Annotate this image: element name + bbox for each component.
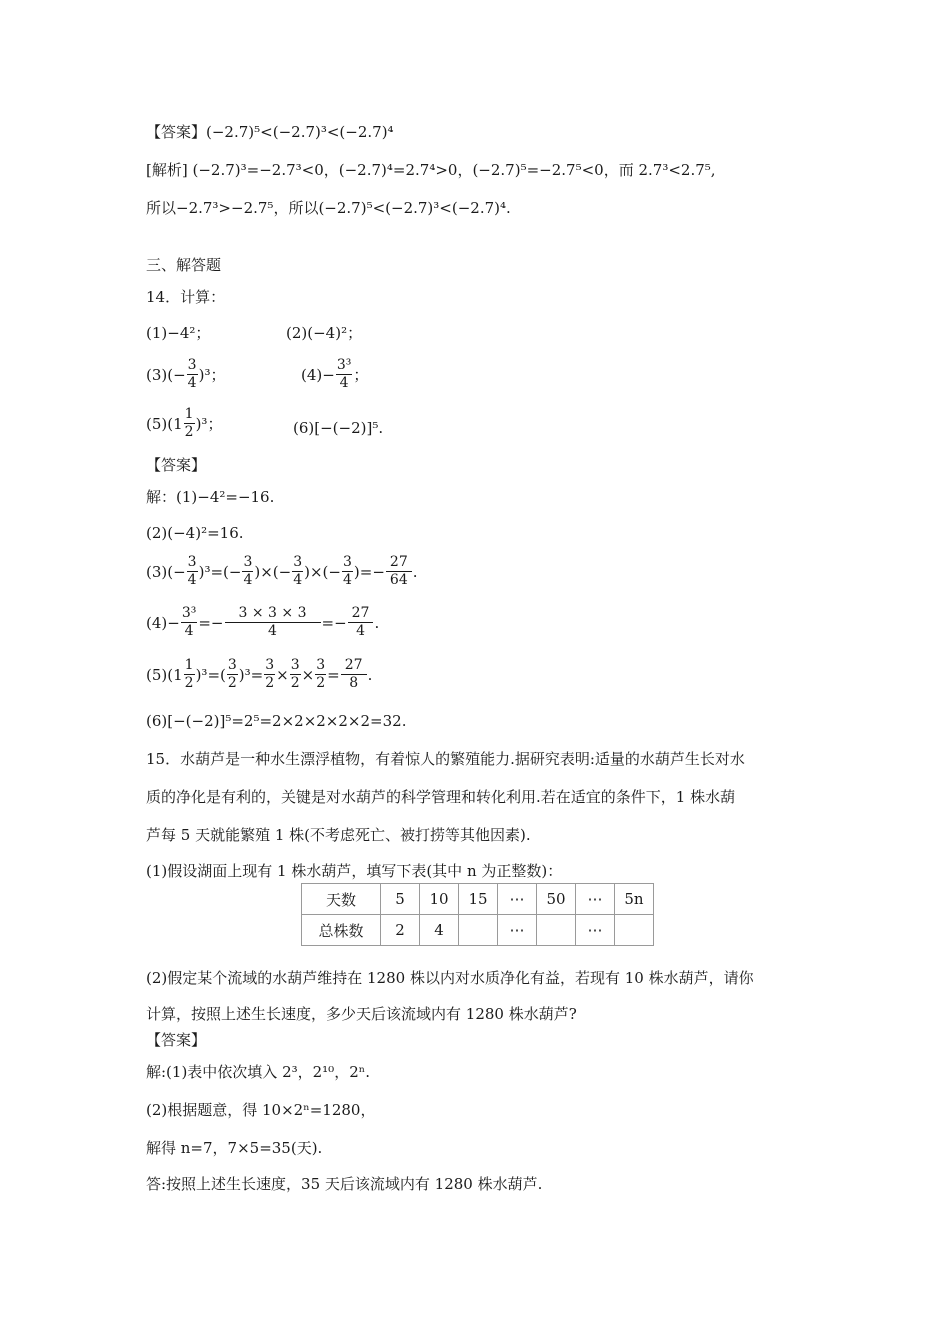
q15-stem-line3: 芦每 5 天就能繁殖 1 株(不考虑死亡、被打捞等其他因素).: [146, 826, 531, 844]
table-cell: 50: [537, 884, 576, 915]
fraction: $\frac{3}{4}$: [187, 357, 197, 391]
q15-a1: 解:(1)表中依次填入 2³，2¹⁰，2ⁿ.: [146, 1063, 370, 1081]
fraction: $\frac{27}{64}$: [386, 554, 412, 589]
table-cell: 天数: [302, 884, 381, 915]
fraction: $\frac{\text{3³}}{4}$: [181, 605, 197, 639]
q14-p6: (6)[−(−2)]⁵.: [293, 419, 384, 437]
q14-p3: (3)(− $\frac{3}{4}$ )³；: [146, 357, 226, 391]
q15-answer-tag: 【答案】: [146, 1031, 207, 1049]
table-cell: 总株数: [302, 915, 381, 946]
fraction: $\frac{3}{4}$: [293, 554, 303, 588]
q15-part2-line1: (2)假定某个流域的水葫芦维持在 1280 株以内对水质净化有益，若现有 10 株水葫芦，请你: [146, 969, 754, 987]
fraction: $\frac{3}{2}$: [265, 657, 275, 691]
table-cell: 2: [381, 915, 420, 946]
q15-a2: (2)根据题意，得 10×2ⁿ=1280，: [146, 1101, 376, 1119]
fraction: $\frac{27}{4}$: [348, 605, 374, 640]
table-cell: [537, 915, 576, 946]
answer-tag: 【答案】: [146, 123, 207, 141]
analysis-tag: [解析]: [146, 161, 188, 179]
section-title: 三、解答题: [146, 256, 222, 274]
table-cell: ⋯: [498, 915, 537, 946]
q14-p1: (1)−4²；: [146, 324, 211, 342]
fraction: $\frac{3}{4}$: [187, 554, 197, 588]
table-cell: [459, 915, 498, 946]
q14-p2: (2)(−4)²；: [286, 324, 363, 342]
q14-p4: (4)− $\frac{\text{3³}}{4}$ ；: [301, 357, 369, 391]
q15-a3: 解得 n=7，7×5=35(天).: [146, 1139, 323, 1157]
q15-stem-line1: 15．水葫芦是一种水生漂浮植物，有着惊人的繁殖能力.据研究表明:适量的水葫芦生长对水: [146, 750, 745, 768]
q14-p5: (5)(1 $\frac{1}{2}$ )³；: [146, 406, 223, 440]
fraction: $\frac{1}{2}$: [184, 657, 194, 691]
table-cell: ⋯: [498, 884, 537, 915]
q14-s6: (6)[−(−2)]⁵=2⁵=2×2×2×2×2=32.: [146, 712, 407, 730]
q14-s4: (4)− $\frac{\text{3³}}{4}$ =− $\frac{3 \times 3 \times 3}{4}$ =− $\frac{27}{4}$ .: [146, 605, 380, 639]
q13-analysis-line2: 所以−2.7³>−2.7⁵，所以(−2.7)⁵<(−2.7)³<(−2.7)⁴.: [146, 199, 511, 217]
fraction: $\frac{27}{8}$: [341, 657, 367, 692]
fraction: $\frac{\text{3³}}{4}$: [336, 357, 352, 391]
fraction: $\frac{1}{2}$: [184, 406, 194, 440]
analysis-text: (−2.7)³=−2.7³<0，(−2.7)⁴=2.7⁴>0，(−2.7)⁵=−2.7⁵<0，而 2.7³<2.7⁵,: [192, 161, 716, 179]
q14-s3: (3)(− $\frac{3}{4}$ )³=(− $\frac{3}{4}$ )×(− $\frac{3}{4}$ )×(− $\frac{3}{4}$ )=− $\frac{27}{64}$ .: [146, 554, 418, 588]
fraction: $\frac{3}{4}$: [243, 554, 253, 588]
growth-table: [301, 883, 654, 946]
q14-answer-tag: 【答案】: [146, 456, 207, 474]
q14-stem: 14．计算：: [146, 288, 226, 306]
q15-stem-line2: 质的净化是有利的，关键是对水葫芦的科学管理和转化利用.若在适宜的条件下，1 株水葫: [146, 788, 736, 806]
table-row: [302, 884, 654, 915]
q14-s5: (5)(1 $\frac{1}{2}$ )³=( $\frac{3}{2}$ )³= $\frac{3}{2}$ × $\frac{3}{2}$ × $\frac{3}{2}$ = $\frac{27}{8}$ .: [146, 657, 373, 691]
fraction: $\frac{3 \times 3 \times 3}{4}$: [225, 605, 321, 640]
fraction: $\frac{3}{2}$: [290, 657, 300, 691]
answer-text: (−2.7)⁵<(−2.7)³<(−2.7)⁴: [206, 123, 394, 141]
q14-s1: 解：(1)−4²=−16.: [146, 488, 275, 506]
fraction: $\frac{3}{4}$: [342, 554, 352, 588]
q13-answer: [146, 122, 394, 142]
table-cell: ⋯: [576, 915, 615, 946]
q15-part1: (1)假设湖面上现有 1 株水葫芦，填写下表(其中 n 为正整数)：: [146, 862, 563, 880]
table-cell: 4: [420, 915, 459, 946]
table-cell: 10: [420, 884, 459, 915]
table-cell: 15: [459, 884, 498, 915]
fraction: $\frac{3}{2}$: [316, 657, 326, 691]
table-cell: [615, 915, 654, 946]
table-cell: ⋯: [576, 884, 615, 915]
table-cell: 5: [381, 884, 420, 915]
q15-part2-line2: 计算，按照上述生长速度，多少天后该流域内有 1280 株水葫芦?: [146, 1005, 577, 1023]
table-row: [302, 915, 654, 946]
q15-a4: 答:按照上述生长速度，35 天后该流域内有 1280 株水葫芦.: [146, 1175, 543, 1193]
q14-s2: (2)(−4)²=16.: [146, 524, 244, 542]
table-cell: 5n: [615, 884, 654, 915]
q13-analysis-line1: [146, 160, 716, 180]
fraction: $\frac{3}{2}$: [227, 657, 237, 691]
